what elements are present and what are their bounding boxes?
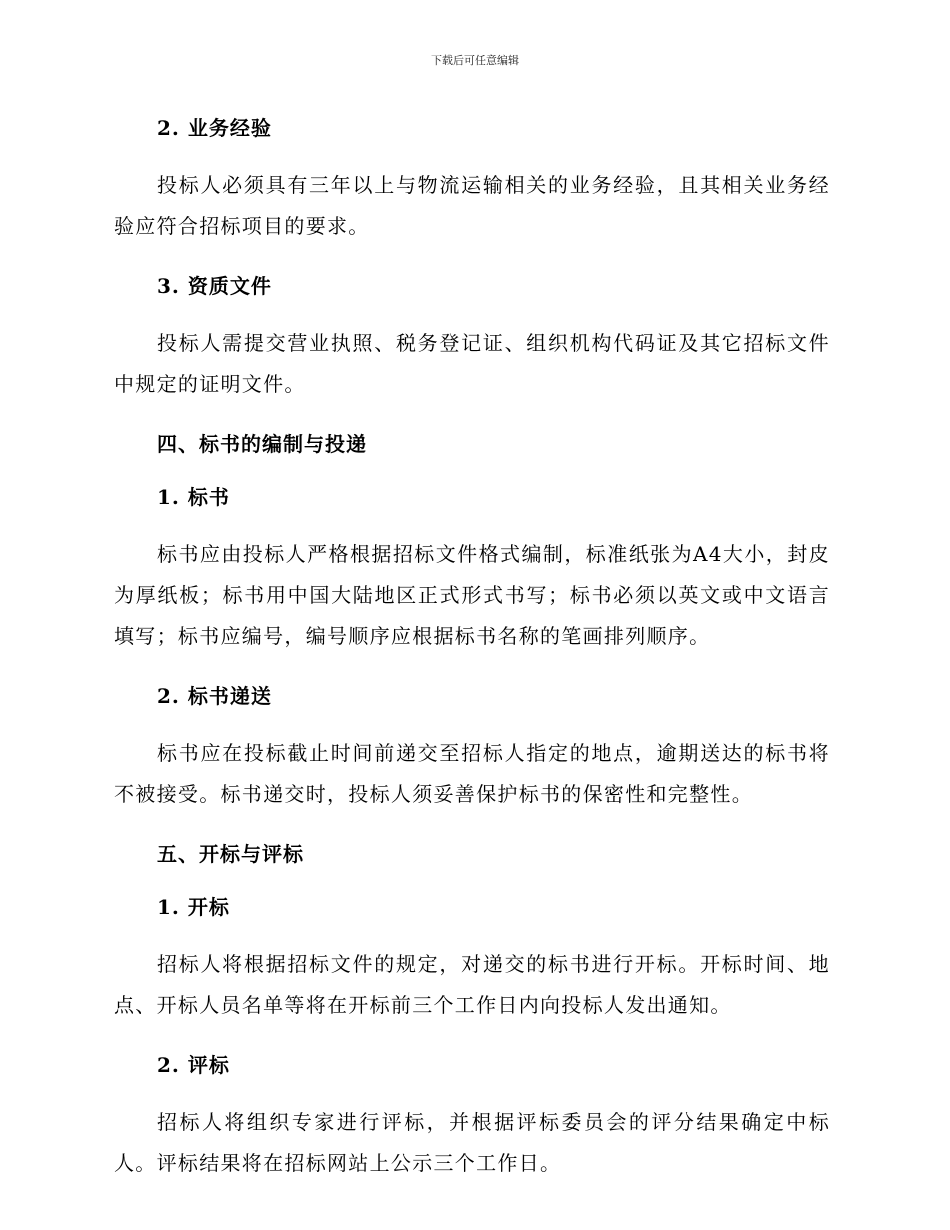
chapter-heading: 五、开标与评标 [157,842,304,866]
paragraph: 标书应在投标截止时间前递交至招标人指定的地点，逾期送达的标书将不被接受。标书递交时，投标人须妥善保护标书的保密性和完整性。 [114,741,830,806]
section-heading: 2. 评标 [157,1053,230,1077]
section-heading: 1. 标书 [157,485,230,509]
chapter-heading: 四、标书的编制与投递 [157,432,367,456]
paragraph: 标书应由投标人严格根据招标文件格式编制，标准纸张为A4大小，封皮为厚纸板；标书用中国大陆地区正式形式书写；标书必须以英文或中文语言填写；标书应编号，编号顺序应根据标书名称的笔画排列顺序。 [114,542,830,648]
paragraph: 投标人必须具有三年以上与物流运输相关的业务经验，且其相关业务经验应符合招标项目的要求。 [114,173,830,238]
paragraph: 招标人将组织专家进行评标，并根据评标委员会的评分结果确定中标人。评标结果将在招标网站上公示三个工作日。 [114,1110,830,1175]
section-heading: 2. 业务经验 [157,116,272,140]
section-heading: 1. 开标 [157,895,230,919]
document-body [114,112,830,1184]
section-heading: 3. 资质文件 [157,274,272,298]
paragraph: 投标人需提交营业执照、税务登记证、组织机构代码证及其它招标文件中规定的证明文件。 [114,331,830,396]
section-heading: 2. 标书递送 [157,684,272,708]
paragraph: 招标人将根据招标文件的规定，对递交的标书进行开标。开标时间、地点、开标人员名单等将在开标前三个工作日内向投标人发出通知。 [114,952,830,1017]
page-header-note: 下载后可任意编辑 [431,54,519,67]
